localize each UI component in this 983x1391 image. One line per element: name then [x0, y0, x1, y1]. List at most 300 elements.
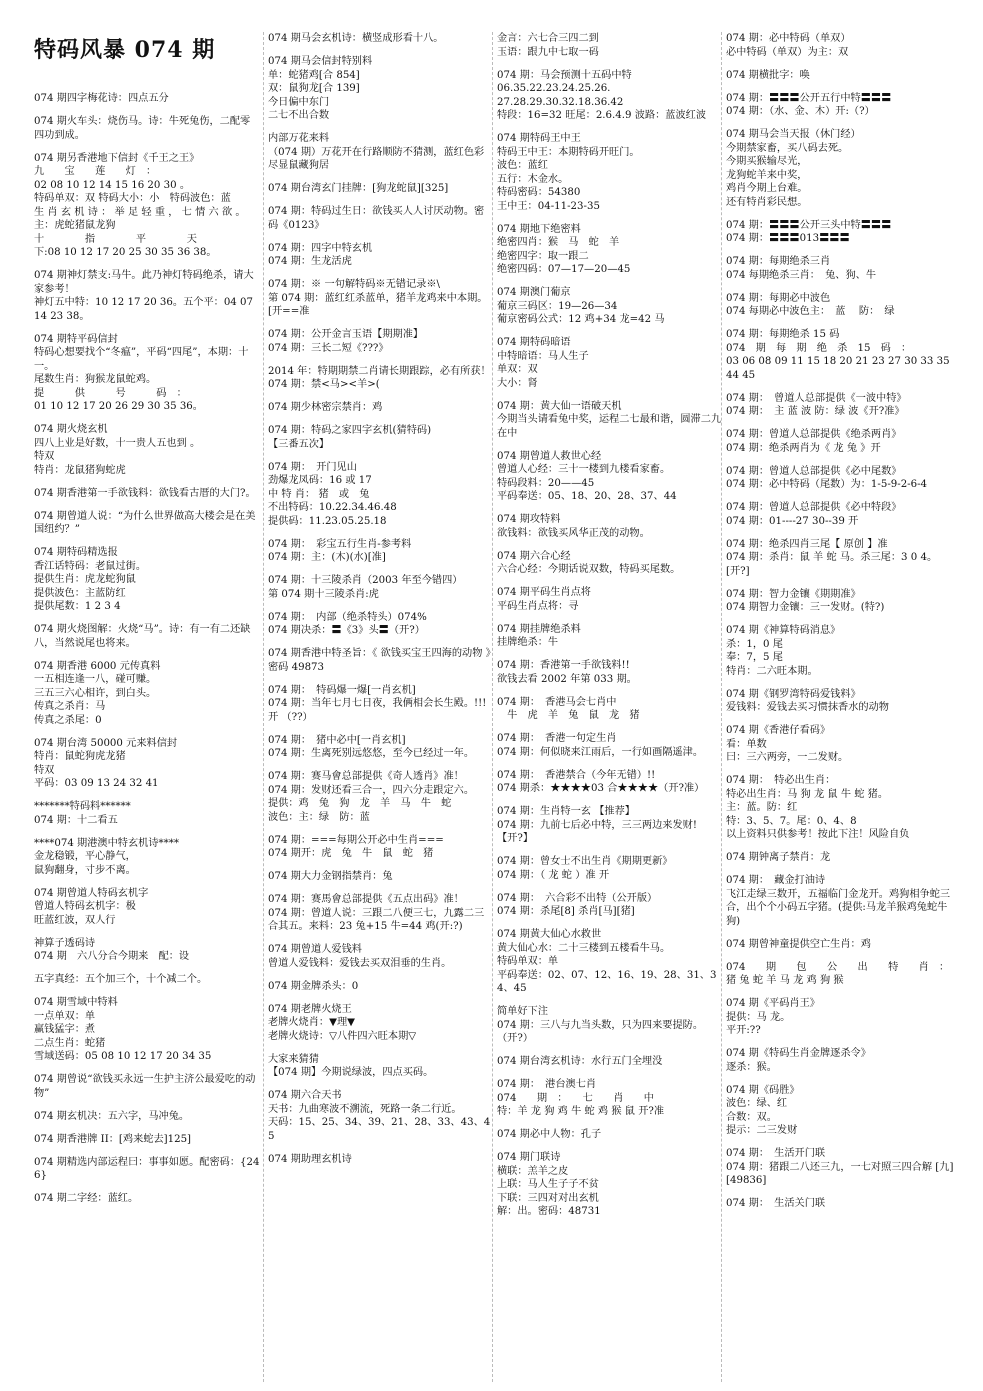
text-block	[268, 328, 493, 355]
text-line: 074 期：〓〓〓公开三头中特〓〓〓	[726, 219, 892, 231]
text-line: 074 期马会信封特别料	[268, 56, 373, 67]
text-block	[497, 286, 722, 327]
text-line: 074 期： 香港一句定生肖	[497, 733, 617, 744]
text-line: 074 期：01----27 30--39 开	[726, 515, 859, 527]
text-line: 074 期香港牌 II：[鸡来蛇去]125]	[34, 1133, 192, 1145]
text-block	[268, 424, 493, 451]
text-line: 074 期：十二看五	[34, 814, 118, 826]
text-line: 03 06 08 09 11 15 18 20 21 23 27 30 33 35 44 45	[726, 356, 953, 381]
text-line: 074 期： 彩宝五行生肖-参考料	[268, 538, 412, 550]
column-3	[492, 32, 722, 1382]
text-line: 074 期二字经：蓝红。	[34, 1193, 139, 1204]
text-line: 074 期地下绝密料	[497, 223, 581, 235]
text-block	[34, 660, 260, 728]
text-block	[726, 538, 954, 579]
text-line: 074 期：何似晓来江雨后，一行如画隔遥津。	[497, 746, 704, 758]
text-line: 074 期：杀肖：鼠 羊 蛇 马。杀三尾：3 0 4。[开?]	[726, 552, 938, 577]
text-line: 074 期香港第一手欲钱料：欲钱看古厝的大门?。	[34, 487, 256, 499]
text-block	[268, 834, 493, 861]
text-line: 074 期：当年七月七日夜，我俩相会长生殿。!!! 开 （??）	[268, 698, 497, 723]
text-block	[497, 550, 722, 577]
text-line: 老牌火烧诗：▽八件四六旺本期▽	[268, 1030, 417, 1042]
text-line: 欲钱料：欲钱买风华正茂的动物。	[497, 527, 650, 539]
text-block	[726, 774, 954, 842]
text-line: 074 期：三长二短《???》	[268, 342, 389, 354]
text-line: 074 期台湾玄门挂牌：[狗龙蛇鼠][325]	[268, 183, 449, 194]
text-block	[268, 943, 493, 970]
text-line: 还有特肖彩民想。	[726, 196, 808, 208]
text-block	[726, 32, 954, 59]
text-block	[268, 401, 493, 415]
text-block	[34, 1110, 260, 1124]
text-line: 074 期：生龙活虎	[268, 256, 352, 267]
text-line: 特：3、5、7。尾：0、4、8	[726, 815, 857, 827]
text-block	[497, 928, 722, 996]
text-block	[497, 855, 722, 882]
text-line: 074 期《神算特码消息》	[726, 625, 841, 636]
text-line: 074 期：猪跟二八还三九，一七对照三四合解 [九][49836]	[726, 1161, 954, 1186]
text-block	[268, 1053, 493, 1080]
text-block	[34, 92, 260, 106]
text-block	[268, 647, 493, 674]
text-line: 074 期 ： 七 肖 中	[497, 1092, 654, 1104]
text-line: 074 期特码精选报	[34, 547, 118, 558]
text-line: 074 期： 香港马会七肖中	[497, 696, 617, 708]
text-line: 074 期：※ 一句解特码※无错记录※\	[268, 279, 440, 290]
text-line: 老牌火烧肖：▼理▼	[268, 1017, 355, 1028]
text-block	[34, 996, 260, 1064]
text-line: 074 期：特码过生日：欲钱买人人讨厌动物。密码《0123》	[268, 206, 485, 231]
text-block	[34, 837, 260, 878]
text-block	[34, 269, 260, 323]
text-block	[497, 732, 722, 759]
text-line: 平码：03 09 13 24 32 41	[34, 778, 159, 789]
text-line: 074 期精选内部运程曰：事事如愿。配密码：{246}	[34, 1156, 260, 1181]
text-line: 二点生肖：蛇猪	[34, 1037, 106, 1049]
text-line: 074 期： 猪中必中[一肖玄机]	[268, 734, 406, 746]
text-block	[726, 392, 954, 419]
text-line: 特肖：龙鼠猪狗蛇虎	[34, 464, 126, 476]
text-line: 074 期：特码之家四字玄机(猜特码)	[268, 425, 432, 436]
text-line: 特码段料：20——45	[497, 477, 595, 489]
text-line: 赢钱猛字：煮	[34, 1024, 96, 1035]
text-line: 074 期： 曾道人总部提供《一波中特》	[726, 392, 907, 404]
text-line: 三五三六心相许，到白头。	[34, 687, 157, 699]
text-block	[268, 870, 493, 884]
text-line: 074 期神灯禁支:马牛。此乃神灯特码绝杀，请大家参考！	[34, 270, 254, 295]
text-block	[268, 574, 493, 601]
text-line: 欲钱去看 2002 年第 033 期。	[497, 673, 637, 685]
text-line: 提供：马 龙。	[726, 1011, 791, 1023]
text-block	[726, 92, 954, 119]
text-block	[34, 115, 260, 142]
text-line: 今期当头请看兔中奖，运程二七最和谐，圆滞二九在中	[497, 414, 722, 439]
text-block	[726, 624, 954, 678]
text-line: 074 期：黄大仙一语破天机	[497, 400, 622, 412]
text-line: 提 供 号 码 ：	[34, 387, 187, 399]
text-line: 074 期攻特料	[497, 514, 561, 525]
text-block	[726, 938, 954, 952]
text-line: 074 期：马会预测十五码中特	[497, 69, 632, 81]
text-line: 074 期《特码生肖金牌逐杀令》	[726, 1048, 871, 1059]
text-block	[497, 1078, 722, 1119]
text-line: 074 期：绝杀四肖三尾【 原创 】准	[726, 538, 888, 550]
text-line: 074 期火车头：烧伤马。诗：牛死兔伤，二配零四功到成。	[34, 116, 251, 141]
text-line: 尾数生肖：狗猴龙鼠蛇鸡。	[34, 374, 157, 385]
text-line: 特必出生肖：马 狗 龙 鼠 牛 蛇 猪。	[726, 788, 889, 800]
text-block	[497, 892, 722, 919]
text-block	[497, 513, 722, 540]
text-line: 074 期曾说“欲钱买永远一生护主济公最爱吃的动物”	[34, 1074, 256, 1099]
text-line: 以上资料只供参考！按此下注！风险自负	[726, 829, 910, 840]
text-line: 074 期： 特码爆一爆[一肖玄机]	[268, 684, 416, 696]
text-line: *******特码料******	[34, 801, 131, 812]
text-line: 074 期助理玄机诗	[268, 1153, 352, 1165]
text-line: 今期禁家畜，买八码去死。	[726, 142, 849, 154]
text-line: 下联：三四对对出玄机	[497, 1192, 599, 1204]
text-line: 074 期钟离子禁肖：龙	[726, 852, 831, 863]
text-line: 074 期横批字：唤	[726, 69, 810, 81]
text-line: 074 期《平码肖王》	[726, 998, 820, 1009]
text-line: 一五相连逢一八，碰可赚。	[34, 674, 157, 685]
text-line: 神算子透码诗	[34, 937, 96, 949]
text-line: 074 期：曾道人总部提供《绝杀两肖》	[726, 429, 902, 440]
text-line: 074 期：赛马會总部提供《奇人透肖》准！	[268, 771, 464, 782]
text-line: 玉语：跟九中七取一码	[497, 46, 599, 58]
text-line: 074 期开：虎 兔 牛 鼠 蛇 猪	[268, 848, 434, 859]
text-line: 074 期火烧玄机	[34, 424, 108, 435]
text-block	[726, 428, 954, 455]
text-line: 曾道人爱钱料：爱钱去买双泪垂的生肖。	[268, 957, 452, 969]
text-line: 今期买猴输尽光，	[726, 156, 808, 167]
text-line: 074 期玄机决：五六字，马冲兔。	[34, 1110, 190, 1122]
text-line: 爱钱料：爱钱去买习惯抹香水的动物	[726, 702, 889, 713]
text-block	[268, 32, 493, 46]
text-block	[497, 1055, 722, 1069]
text-line: 074 期： 生活开门联	[726, 1148, 826, 1159]
text-line: 074 期曾道人爱钱料	[268, 944, 362, 955]
text-line: 074 期曾神童提供空亡生肖：鸡	[726, 938, 871, 950]
text-block	[726, 1147, 954, 1188]
text-line: 074 期：===每期公开必中生肖===	[268, 834, 444, 846]
text-line: 第 074 期：蓝红红杀蓝单，猪羊龙鸡来中本期。[开==准	[268, 292, 488, 317]
text-line: 看：单数	[726, 738, 767, 750]
text-block	[726, 255, 954, 282]
text-line: 074 期曾道人特码玄机字	[34, 887, 149, 899]
text-block	[34, 546, 260, 614]
text-line: 074 期： 开门见山	[268, 461, 357, 473]
text-line: 九 宝 莲 灯 ：	[34, 166, 157, 177]
text-line: 02 08 10 12 14 15 16 20 30 。	[34, 179, 191, 191]
text-line: 074 期金牌杀头：0	[268, 980, 359, 992]
text-line: 074 期：杀尾[8] 杀肖[马][猪]	[497, 906, 635, 917]
text-block	[34, 623, 260, 650]
text-line: 074 期：〓〓〓公开五行中特〓〓〓	[726, 92, 892, 104]
text-block	[268, 770, 493, 824]
text-block	[34, 1192, 260, 1206]
text-line: 074 期火烧图解：火烧“马”。诗：有一有二还缺八，当然说尾也将来。	[34, 624, 251, 649]
text-line: 今日偏中东门	[268, 96, 330, 108]
text-line: 074 期：每期绝杀 15 码	[726, 329, 840, 340]
text-line: 074 期：三八与九当头数，只为四来要提防。（开?）	[497, 1019, 704, 1044]
text-block	[497, 223, 722, 277]
text-line: 074 期：生离死别远悠悠，至今已经过一年。	[268, 748, 475, 759]
text-block	[268, 1003, 493, 1044]
text-line: 074 期： 生活关门联	[726, 1198, 826, 1209]
text-block	[268, 242, 493, 269]
column-2	[263, 32, 497, 1382]
text-block	[726, 1084, 954, 1138]
text-line: 074 期杀：★★★★03 合★★★★（开?准）	[497, 783, 705, 794]
text-block	[34, 1133, 260, 1147]
text-line: 074 期：曾女士不出生肖《期期更新》	[497, 856, 673, 867]
column-4	[721, 32, 954, 1382]
text-block	[34, 737, 260, 791]
text-line: 绝密四码：07—17—20—45	[497, 264, 631, 275]
text-line: 平码生肖点将：寻	[497, 600, 579, 612]
text-line: 074 期特平码信封	[34, 333, 118, 345]
text-line: ****074 期港澳中特玄机诗****	[34, 837, 179, 849]
text-line: 074 期少林密宗禁肖：鸡	[268, 402, 383, 413]
text-block	[34, 1073, 260, 1100]
text-line: 01 10 12 17 20 26 29 30 35 36。	[34, 401, 203, 412]
text-line: 074 每期绝杀三肖： 兔、狗、牛	[726, 269, 877, 281]
text-block	[497, 450, 722, 504]
text-line: 生 肖 玄 机 诗 ： 举 足 轻 重 ， 七 情 六 欲 。	[34, 206, 246, 218]
text-line: 平码奉送：02、07、12、16、19、28、31、34、45	[497, 969, 717, 994]
text-line: 074 期另香港地下信封《千王之王》	[34, 152, 200, 164]
text-line: 特双	[34, 764, 55, 776]
text-block	[726, 997, 954, 1038]
text-line: 内部万花来料	[268, 133, 330, 144]
text-line: 074 期：（水、金、木）开:（?）	[726, 106, 875, 117]
text-line: 074 期雪域中特料	[34, 997, 118, 1008]
text-block	[497, 69, 722, 123]
text-line: 提供码：11.23.05.25.18	[268, 515, 387, 527]
text-line: 074 期：曾道人说：三跟二八便三七，九露二三合其五。来料：23 兔+15 牛=44 鸡(开:?)	[268, 907, 485, 932]
text-line: 074 期：公开金言玉语【期期准】	[268, 329, 424, 340]
text-block	[726, 874, 954, 928]
text-line: 提供生肖：虎龙蛇狗鼠	[34, 574, 136, 585]
text-line: 二七不出合数	[268, 110, 330, 121]
text-line: 特码单双：单	[497, 956, 559, 967]
text-block	[726, 69, 954, 83]
page-title: 特码风暴 074 期	[34, 37, 216, 63]
text-block	[34, 937, 260, 964]
text-line: 杀：1，0 尾	[726, 638, 783, 650]
text-line: 074 每期必中波色主： 蓝 防： 绿	[726, 306, 895, 317]
text-line: 逐杀：猴。	[726, 1061, 777, 1073]
text-line: 074 期马会当天报（休门经）	[726, 129, 861, 140]
text-line: 074 期：必中特码（尾数）为：1-5-9-2-6-4	[726, 479, 928, 490]
text-line: 特肖：鼠蛇狗虎龙猪	[34, 751, 126, 762]
text-line: 074 期： 港台澳七肖	[497, 1079, 597, 1090]
text-block	[726, 588, 954, 615]
text-block	[497, 659, 722, 686]
text-line: 提供波色：主蓝防红	[34, 587, 126, 599]
text-line: 074 期 六八分合今期来 配：设	[34, 951, 190, 962]
text-line: 074 期：绝杀两肖为《 龙 兔 》开	[726, 442, 881, 454]
text-block	[497, 586, 722, 613]
text-line: 天码：15、25、34、39、21、28、33、43、45	[268, 1117, 491, 1142]
text-block	[268, 205, 493, 232]
text-line: 绝密四字：取一跟二	[497, 250, 589, 262]
text-line: 上联：马人生子子不贫	[497, 1179, 599, 1190]
text-line: 074 期《码胜》	[726, 1084, 800, 1096]
text-line: 【074 期】今期说绿波，四点买码。	[268, 1067, 434, 1078]
text-line: 074 期挂牌绝杀料	[497, 623, 581, 635]
text-line: 中特暗语：马人生子	[497, 350, 589, 362]
text-line: 074 期：赛馬會总部提供《五点出码》准！	[268, 894, 464, 905]
text-block	[497, 1128, 722, 1142]
text-block	[268, 278, 493, 319]
text-line: 主：蓝。防：红	[726, 802, 798, 813]
text-block	[497, 132, 722, 213]
text-block	[268, 1089, 493, 1143]
text-line: 074 期：每期绝杀三肖	[726, 256, 831, 267]
text-line: 波色：主：绿 防：蓝	[268, 811, 370, 823]
text-block	[726, 292, 954, 319]
text-line: 特码王中王：本期特码开旺门。	[497, 146, 640, 158]
text-line: 074 期《钢罗湾特码爱钱料》	[726, 688, 861, 700]
text-line: 074 期：智力金镶《期期准》	[726, 588, 861, 600]
text-line: 鼠狗翻身，寸步不离。	[34, 864, 136, 876]
text-line: 葡京密码公式：12 鸡+34 龙=42 马	[497, 314, 665, 325]
text-line: 龙狗蛇羊来中奖，	[726, 169, 808, 181]
text-line: 牛 虎 羊 兔 鼠 龙 猪	[497, 710, 640, 721]
text-line: 074 期：发财还看三合一，四六分走跟定六。	[268, 784, 475, 796]
text-line: 074 期老牌火烧王	[268, 1003, 352, 1015]
text-line: 旺蓝红波，双人行	[34, 914, 116, 926]
text-line: 五行：木金水。	[497, 173, 569, 185]
text-line: 074 期：四字中特玄机	[268, 242, 373, 254]
text-block	[34, 973, 260, 987]
text-line: 传真之杀肖：马	[34, 701, 106, 712]
text-block	[34, 152, 260, 260]
text-line: 074 期马会玄机诗：横竖成形看十八。	[268, 33, 444, 44]
text-line: 天书：九曲寒波不溯流，死路一条二行近。	[268, 1103, 462, 1115]
text-line: 特：羊 龙 狗 鸡 牛 蛇 鸡 猴 鼠 开?准	[497, 1106, 665, 1117]
text-line: 074 期：禁<马><羊>(	[268, 379, 380, 390]
text-block	[268, 182, 493, 196]
text-line: 香江话特码：老鼠过街。	[34, 560, 147, 572]
text-block	[497, 400, 722, 441]
text-block	[497, 1005, 722, 1046]
text-line: 特段：16=32 旺尾：2.6.4.9 波路：蓝波红波	[497, 110, 707, 121]
text-block	[497, 696, 722, 723]
text-line: 波色：蓝红	[497, 160, 548, 171]
text-line: 074 期决杀：〓《3》头〓（开?）	[268, 625, 425, 636]
text-line: 06.35.22.23.24.25.26.	[497, 83, 611, 94]
text-line: 074 期曾道人说：“为什么世界做高大楼会是在美国纽约？”	[34, 510, 256, 535]
text-block	[726, 219, 954, 246]
text-line: 猪 兔 蛇 羊 马 龙 鸡 狗 猴	[726, 975, 844, 986]
text-line: 【三番五次】	[268, 438, 330, 450]
text-line: 074 期六合天书	[268, 1090, 342, 1101]
text-line: 挂牌绝杀：牛	[497, 637, 559, 648]
text-line: 六合心经：今期话说双数，特码买尾数。	[497, 564, 681, 575]
text-line: 曾道人心经：三十一楼到九楼看家畜。	[497, 464, 671, 475]
text-block	[268, 893, 493, 934]
column-1	[34, 92, 260, 1382]
text-block	[497, 623, 722, 650]
text-line: 劲爆龙凤码：16 或 17	[268, 475, 372, 486]
text-line: 2014 年：特期期禁二肖请长期跟踪，必有所获！	[268, 365, 491, 377]
text-line: 074 期： 主 蓝 波 防：绿 波《开?准》	[726, 406, 905, 417]
text-block	[497, 32, 722, 59]
text-line: 074 期台湾 50000 元来料信封	[34, 737, 178, 749]
text-line: 十 指 平 天	[34, 233, 197, 245]
text-block	[34, 510, 260, 537]
text-line: 横联：羔羊之皮	[497, 1165, 569, 1177]
text-line: 074 期：每期必中波色	[726, 292, 831, 304]
text-line: 074 期：九前七后必中特，三三两边来发财!【开?】	[497, 819, 697, 844]
text-block	[34, 333, 260, 414]
text-line: 074 期香港中特圣旨：《 欲钱买宝王四海的动物 》密码 49873	[268, 648, 491, 673]
text-block	[497, 769, 722, 796]
text-block	[268, 734, 493, 761]
text-line: 特码单双：双 特码大小：小 特码波色：蓝	[34, 193, 231, 204]
text-line: 074 期： 特必出生肖：	[726, 775, 836, 786]
text-block	[34, 1156, 260, 1183]
text-block	[726, 688, 954, 715]
text-line: 074 期《香港仔看码》	[726, 725, 831, 736]
text-line: 平开:??	[726, 1025, 761, 1036]
text-line: 特肖：二六旺本期。	[726, 665, 818, 677]
text-block	[268, 132, 493, 173]
text-line: 074 期四字梅花诗：四点五分	[34, 93, 169, 104]
text-line: 074 期：主：(木)(水)[准]	[268, 552, 386, 563]
text-block	[726, 501, 954, 528]
text-line: 074 期必中人物：孔子	[497, 1129, 602, 1140]
text-line: 王中王：04-11-23-35	[497, 200, 600, 212]
text-block	[726, 851, 954, 865]
text-line: 27.28.29.30.32.18.36.42	[497, 96, 624, 108]
text-block	[726, 465, 954, 492]
text-block	[497, 336, 722, 390]
text-line: 大家来猜猜	[268, 1053, 319, 1065]
text-line: 简单好下注	[497, 1006, 548, 1017]
text-line: 主：虎蛇猪鼠龙狗	[34, 220, 116, 231]
text-block	[726, 328, 954, 382]
text-line: 提供：鸡 兔 狗 龙 羊 马 牛 蛇	[268, 798, 452, 809]
text-line: 074 期特码王中王	[497, 133, 581, 144]
text-block	[268, 365, 493, 392]
text-block	[268, 461, 493, 529]
text-block	[726, 1197, 954, 1211]
text-line: 074 期：曾道人总部提供《必中特段》	[726, 502, 902, 513]
text-line: 074 期香港 6000 元传真料	[34, 660, 161, 672]
text-line: 五字真经：五个加三个，十个减二个。	[34, 974, 208, 985]
text-block	[497, 805, 722, 846]
text-line: 神灯五中特：10 12 17 20 36。五个平：04 07 14 23 38。	[34, 297, 257, 322]
text-line: 曾道人特码玄机字：极	[34, 901, 136, 912]
text-line: 提示：二三发财	[726, 1125, 798, 1136]
text-line: 绝密四肖：猴 马 蛇 羊	[497, 237, 620, 248]
text-line: 074 期：十三陵杀肖（2003 年至今错四）	[268, 575, 463, 586]
text-line: 四八上业是好数，十一贵人五也到 。	[34, 437, 201, 449]
text-line: 金言：六七合三四二到	[497, 33, 599, 44]
text-block	[726, 961, 954, 988]
text-line: 曰：三六两旁，一二发财。	[726, 752, 849, 763]
text-block	[497, 1151, 722, 1219]
text-line: 传真之杀尾：0	[34, 714, 102, 726]
text-line: 074 期门联诗	[497, 1152, 561, 1163]
text-line: 双：鼠狗龙[合 139]	[268, 83, 360, 94]
text-line: 074 期黄大仙心水救世	[497, 929, 602, 940]
text-line: 一点单双：单	[34, 1010, 96, 1022]
text-line: 提供尾数：1 2 3 4	[34, 601, 121, 612]
